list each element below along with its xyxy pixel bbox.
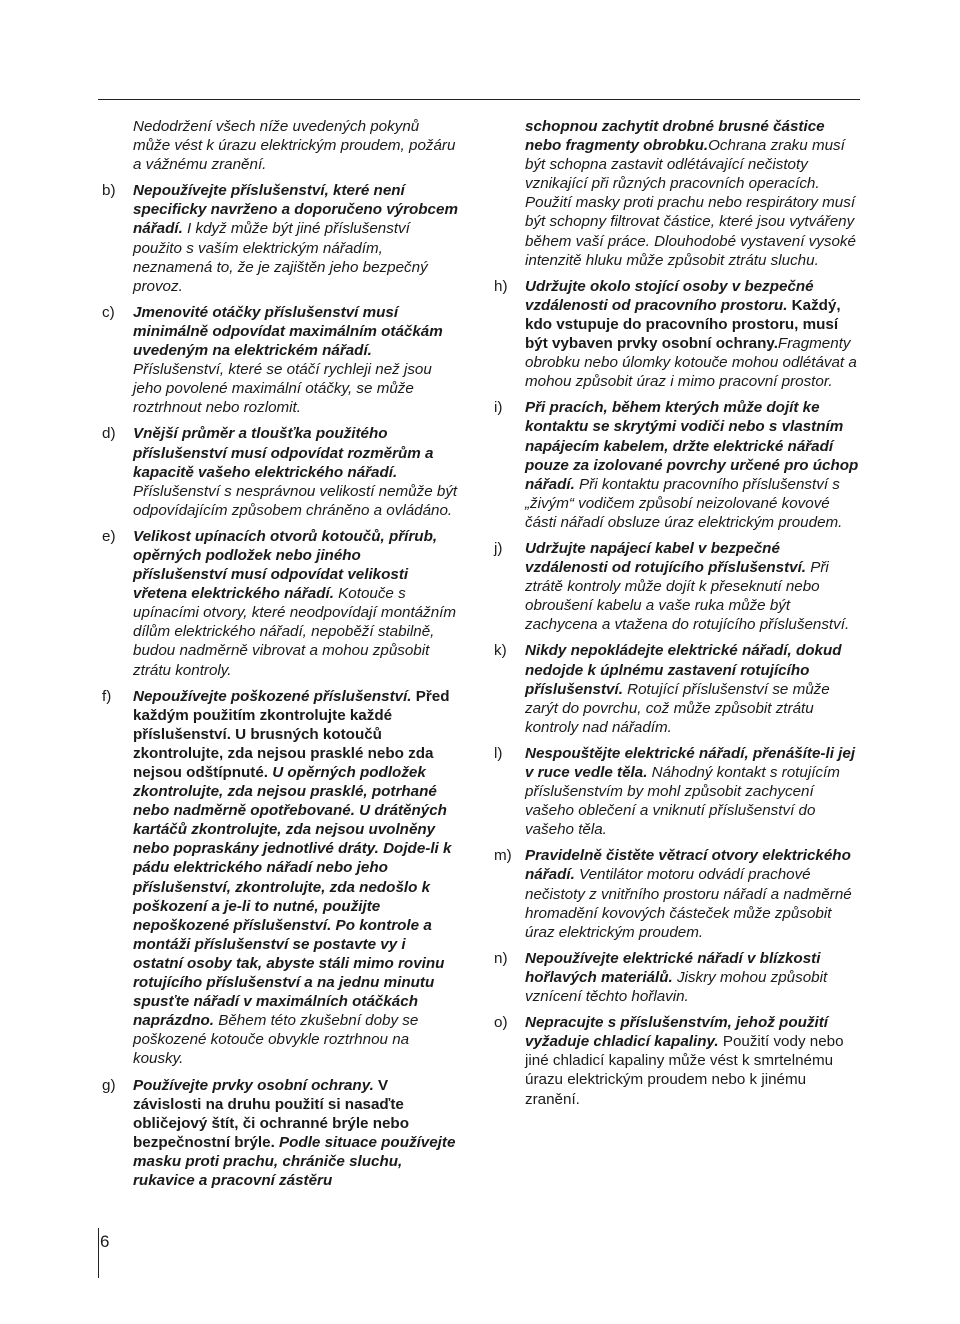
left-column xyxy=(102,117,458,1197)
item-body-text: Během této zkušební doby se poškozené kotouče obvykle roztrhnou na kousky. xyxy=(133,1012,419,1068)
item-label: c) xyxy=(102,303,115,321)
item-label: b) xyxy=(102,182,116,200)
item-body-text: Při kontaktu pracovního příslušenství s „živým“ vodičem způsobí neizolované kovové části nářadí obsluze úraz elektrickým proudem. xyxy=(525,475,843,531)
item-bold-text: Nepracujte s příslušenstvím, jehož použití vyžaduje chladicí kapaliny. xyxy=(525,1014,828,1051)
item-label: g) xyxy=(102,1076,116,1094)
item-bold-text: Pravidelně čistěte větrací otvory elektrického nářadí. xyxy=(525,847,851,884)
item-bold-text: Vnější průměr a tloušťka použitého příslušenství musí odpovídat rozměrům a kapacitě vašeho elektrického nářadí. xyxy=(133,425,434,481)
item-body-text: Ochrana zraku musí být schopna zastavit odlétávající nečistoty vznikající při různých pracovních operacích. Použití masky proti prachu nebo respirátory musí být schopny filtrovat částice, které jsou vytvářeny během vaší práce. Dlouhodobé vystavení vysoké intenzitě hluku může způsobit ztrátu sluchu. xyxy=(525,137,856,269)
item-bold-text-2: Každý, kdo vstupuje do pracovního prostoru, musí být vybaven prvky osobní ochrany. xyxy=(525,296,841,353)
list-item-o xyxy=(494,1013,864,1108)
intro-text: Nedodržení všech níže uvedených pokynů může vést k úrazu elektrickým proudem, požáru a vážnému zranění. xyxy=(133,118,456,174)
item-bold-text: Nepoužívejte příslušenství, které není specificky navrženo a doporučeno výrobcem nářadí. xyxy=(133,182,458,238)
list-item-d xyxy=(102,424,458,519)
item-body-text: Kotouče s upínacími otvory, které neodpovídají montážním dílům elektrického nářadí, nepoběží stabilně, budou nadměrně vibrovat a mohou způsobit ztrátu kontroly. xyxy=(133,585,457,679)
list-item-f xyxy=(102,687,458,1069)
item-bold-text: Nespouštějte elektrické nářadí, přenášíte-li jej v ruce vedle těla. xyxy=(525,744,856,781)
list-item-k xyxy=(494,641,864,736)
continuation-paragraph xyxy=(494,117,864,270)
item-body-text: Použití vody nebo jiné chladicí kapaliny může vést k smrtelnému úrazu elektrickým proudem nebo k jinému zranění. xyxy=(525,1033,844,1108)
item-label: j) xyxy=(494,539,503,557)
item-label: o) xyxy=(494,1014,508,1032)
item-body-text: Fragmenty obrobku nebo úlomky kotouče mohou odlétávat a mohou způsobit úraz i mimo pracovní prostor. xyxy=(525,335,857,391)
page-number: 6 xyxy=(100,1232,110,1251)
item-label: n) xyxy=(494,949,508,967)
item-bold-text: Při pracích, během kterých může dojít ke kontaktu se skrytými vodiči nebo s vlastním napájecím kabelem, držte elektrické nářadí pouze za izolované povrchy určené pro úchop nářadí. xyxy=(525,399,859,493)
item-label: d) xyxy=(102,425,116,443)
item-label: f) xyxy=(102,687,112,705)
item-bold-text: Udržujte okolo stojící osoby v bezpečné vzdálenosti od pracovního prostoru. xyxy=(525,277,814,314)
item-bold-text-3: U opěrných podložek zkontrolujte, zda nejsou prasklé, potrhané nebo nadměrně opotřebované. U drátěných kartáčů zkontrolujte, zda nejsou uvolněny nebo popraskány jednotlivé dráty. Dojde-li k pádu elektrického nářadí nebo jeho příslušenství, zkontrolujte, zda nedošlo k poškození a je-li to nutné, použijte nepoškozené příslušenství. Po kontrole a montáži příslušenství se postavte vy i ostatní osoby tak, abyste stáli mimo rovinu rotujícího příslušenství a na jednu minutu spusťte nářadí v maximálních otáčkách naprázdno. xyxy=(133,764,452,1030)
list-item-c xyxy=(102,303,458,418)
item-label: k) xyxy=(494,642,507,660)
intro-paragraph xyxy=(102,117,458,174)
header-rule xyxy=(98,99,860,100)
item-body-text: Příslušenství s nesprávnou velikostí nemůže být odpovídajícím způsobem chráněno a ovládáno. xyxy=(133,482,458,519)
item-body-text: Ventilátor motoru odvádí prachové nečistoty z vnitřního prostoru nářadí a nadměrné hromadění kovových částeček může způsobit úraz elektrickým proudem. xyxy=(525,866,852,941)
item-label: m) xyxy=(494,847,512,865)
item-body-text: I když může být jiné příslušenství použito s vaším elektrickým nářadím, neznamená to, že je zajištěn jeho bezpečný provoz. xyxy=(133,220,428,295)
item-body-text: Jiskry mohou způsobit vznícení těchto hořlavin. xyxy=(525,968,828,1006)
item-bold-text: Nepoužívejte elektrické nářadí v blízkosti hořlavých materiálů. xyxy=(525,949,821,986)
list-item-i xyxy=(494,398,864,532)
list-item-e xyxy=(102,527,458,680)
item-bold-text: Jmenovité otáčky příslušenství musí minimálně odpovídat maximálním otáčkám uvedeným na elektrickém nářadí. xyxy=(133,303,443,360)
item-body-text: Náhodný kontakt s rotujícím příslušenstvím by mohl způsobit zachycení vašeho oblečení a vniknutí příslušenství do vašeho těla. xyxy=(525,764,840,839)
item-body-text: Rotující příslušenství se může zarýt do povrchu, což může způsobit ztrátu kontroly nad nářadím. xyxy=(525,680,830,736)
list-item-g xyxy=(102,1076,458,1191)
item-bold-text: Nepoužívejte poškozené příslušenství. xyxy=(133,687,412,705)
item-bold-text: Velikost upínacích otvorů kotoučů, přírub, opěrných podložek nebo jiného příslušenství musí odpovídat velikosti vřetena elektrického nářadí. xyxy=(133,527,438,603)
item-label: l) xyxy=(494,744,503,762)
item-label: h) xyxy=(494,277,508,295)
list-item-n xyxy=(494,949,864,1006)
list-item-l xyxy=(494,744,864,839)
list-item-m xyxy=(494,846,864,941)
item-label: i) xyxy=(494,399,503,417)
item-body-text: Příslušenství, které se otáčí rychleji než jsou jeho povolené maximální otáčky, se může roztrhnout nebo rozlomit. xyxy=(133,361,432,417)
right-column xyxy=(494,117,864,1116)
list-item-h xyxy=(494,277,864,392)
footer-rule xyxy=(98,1228,99,1278)
item-bold-text-3: Podle situace používejte masku proti prachu, chrániče sluchu, rukavice a pracovní zástěru xyxy=(133,1133,456,1189)
item-bold-text: Udržujte napájecí kabel v bezpečné vzdálenosti od rotujícího příslušenství. xyxy=(525,539,807,577)
list-item-b xyxy=(102,181,458,296)
item-label: e) xyxy=(102,527,116,545)
item-body-text: Při ztrátě kontroly může dojít k přeseknutí nebo obroušení kabelu a vaše ruka může být zachycena a vtažena do rotujícího příslušenství. xyxy=(525,559,850,634)
item-bold-text: Používejte prvky osobní ochrany. xyxy=(133,1076,374,1094)
item-bold-text: schopnou zachytit drobné brusné částice nebo fragmenty obrobku. xyxy=(525,118,825,155)
list-item-j xyxy=(494,539,864,634)
item-bold-text: Nikdy nepokládejte elektrické nářadí, dokud nedojde k úplnému zastavení rotujícího příslušenství. xyxy=(525,642,842,698)
item-bold-text-2: V závislosti na druhu použití si nasaďte obličejový štít, či ochranné brýle nebo bezpečnostní brýle. xyxy=(133,1076,409,1151)
item-bold-text-2: Před každým použitím zkontrolujte každé příslušenství. U brusných kotoučů zkontrolujte, zda nejsou prasklé nebo zda nejsou odštípnuté. xyxy=(133,687,450,781)
